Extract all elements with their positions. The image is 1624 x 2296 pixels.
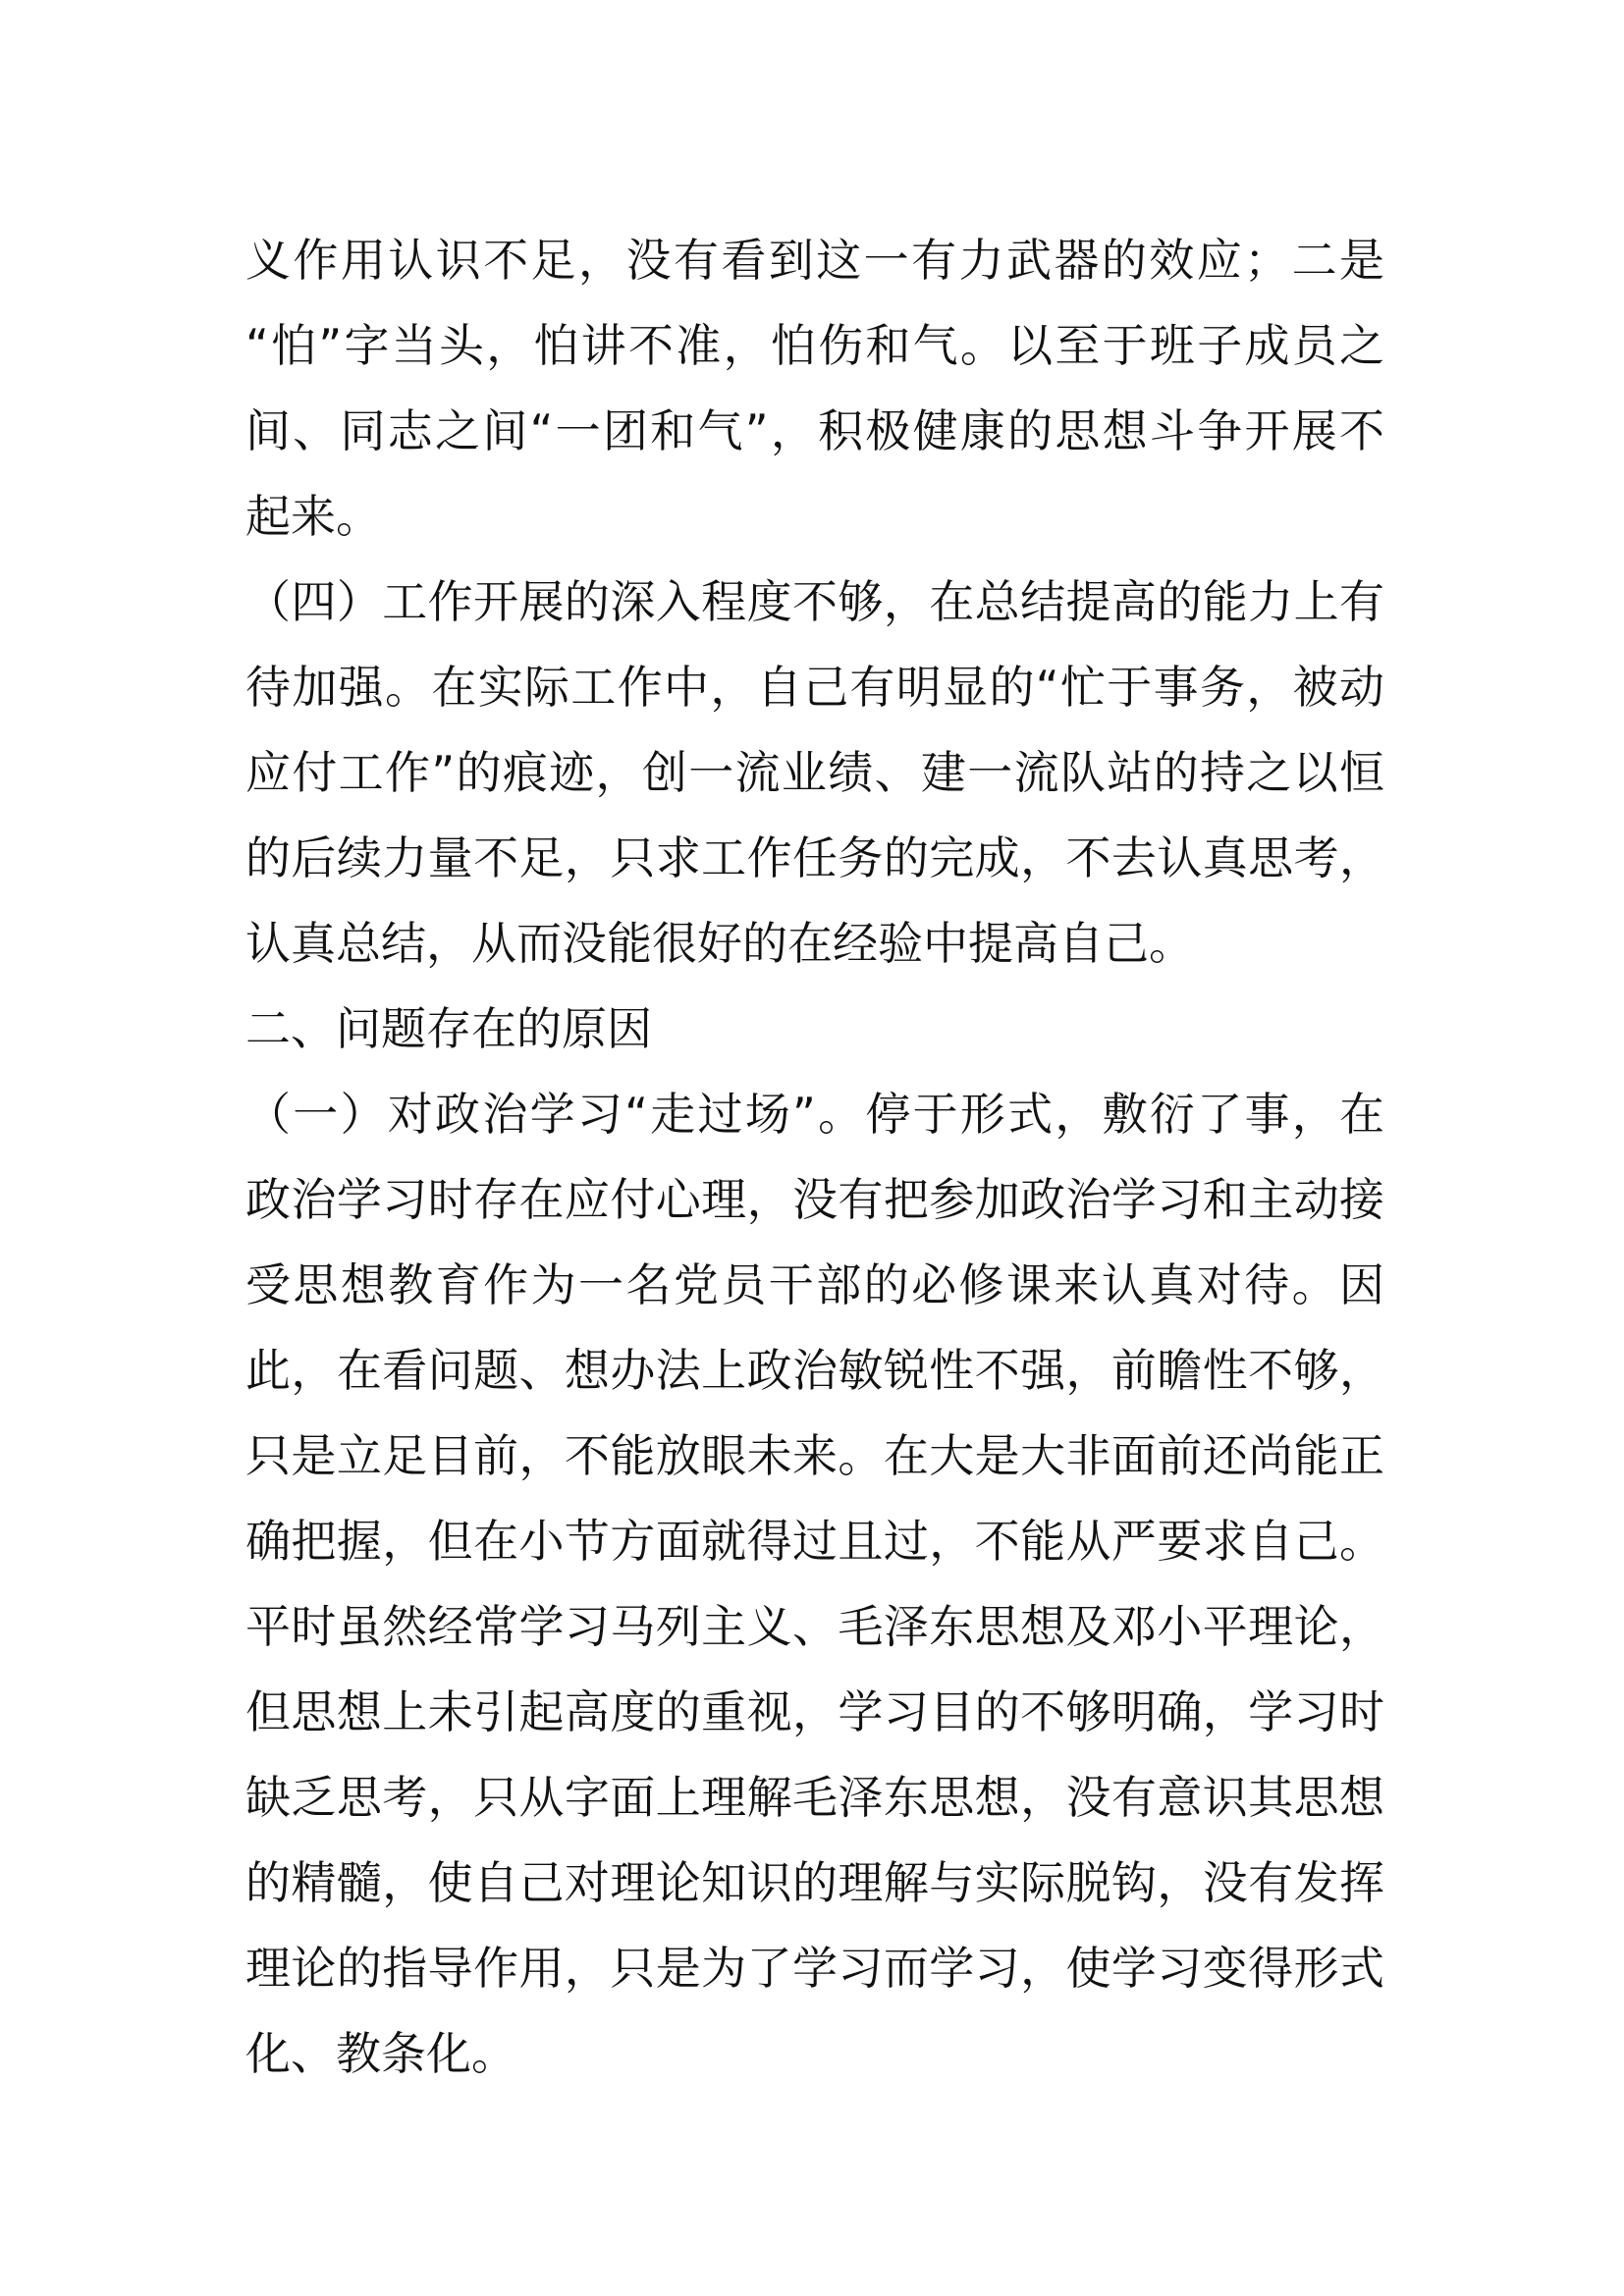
text-line-22: 化、教条化。 [245, 2027, 516, 2080]
text-line-8: 的后续力量不足，只求工作任务的完成，不去认真思考， [245, 831, 1384, 884]
text-line-15: 只是立足目前，不能放眼未来。在大是大非面前还尚能正 [245, 1429, 1384, 1482]
document-body [245, 218, 1384, 2097]
text-line-21: 理论的指导作用，只是为了学习而学习，使学习变得形式 [245, 1942, 1384, 1995]
text-line-11: （一）对政治学习“走过场”。停于形式，敷衍了事，在 [245, 1088, 1384, 1141]
text-line-6: 待加强。在实际工作中，自己有明显的“忙于事务，被动 [245, 661, 1384, 714]
section-heading: 二、问题存在的原因 [245, 1002, 652, 1055]
text-line-14: 此，在看问题、想办法上政治敏锐性不强，前瞻性不够， [245, 1344, 1384, 1397]
text-line-17: 平时虽然经常学习马列主义、毛泽东思想及邓小平理论， [245, 1600, 1384, 1653]
text-line-12: 政治学习时存在应付心理，没有把参加政治学习和主动接 [245, 1173, 1384, 1226]
text-line-16: 确把握，但在小节方面就得过且过，不能从严要求自己。 [245, 1515, 1384, 1568]
text-line-13: 受思想教育作为一名党员干部的必修课来认真对待。因 [245, 1258, 1384, 1311]
text-line-2: “怕”字当头，怕讲不准，怕伤和气。以至于班子成员之 [245, 319, 1384, 372]
text-line-1: 义作用认识不足，没有看到这一有力武器的效应；二是 [245, 234, 1384, 287]
text-line-9: 认真总结，从而没能很好的在经验中提高自己。 [245, 917, 1194, 970]
text-line-7: 应付工作”的痕迹，创一流业绩、建一流队站的持之以恒 [245, 746, 1384, 799]
text-line-20: 的精髓，使自己对理论知识的理解与实际脱钩，没有发挥 [245, 1856, 1384, 1909]
text-line-5: （四）工作开展的深入程度不够，在总结提高的能力上有 [245, 575, 1384, 628]
text-line-4: 起来。 [245, 490, 381, 543]
text-line-18: 但思想上未引起高度的重视，学习目的不够明确，学习时 [245, 1685, 1384, 1738]
text-line-3: 间、同志之间“一团和气”，积极健康的思想斗争开展不 [245, 404, 1384, 457]
text-line-19: 缺乏思考，只从字面上理解毛泽东思想，没有意识其思想 [245, 1771, 1384, 1824]
